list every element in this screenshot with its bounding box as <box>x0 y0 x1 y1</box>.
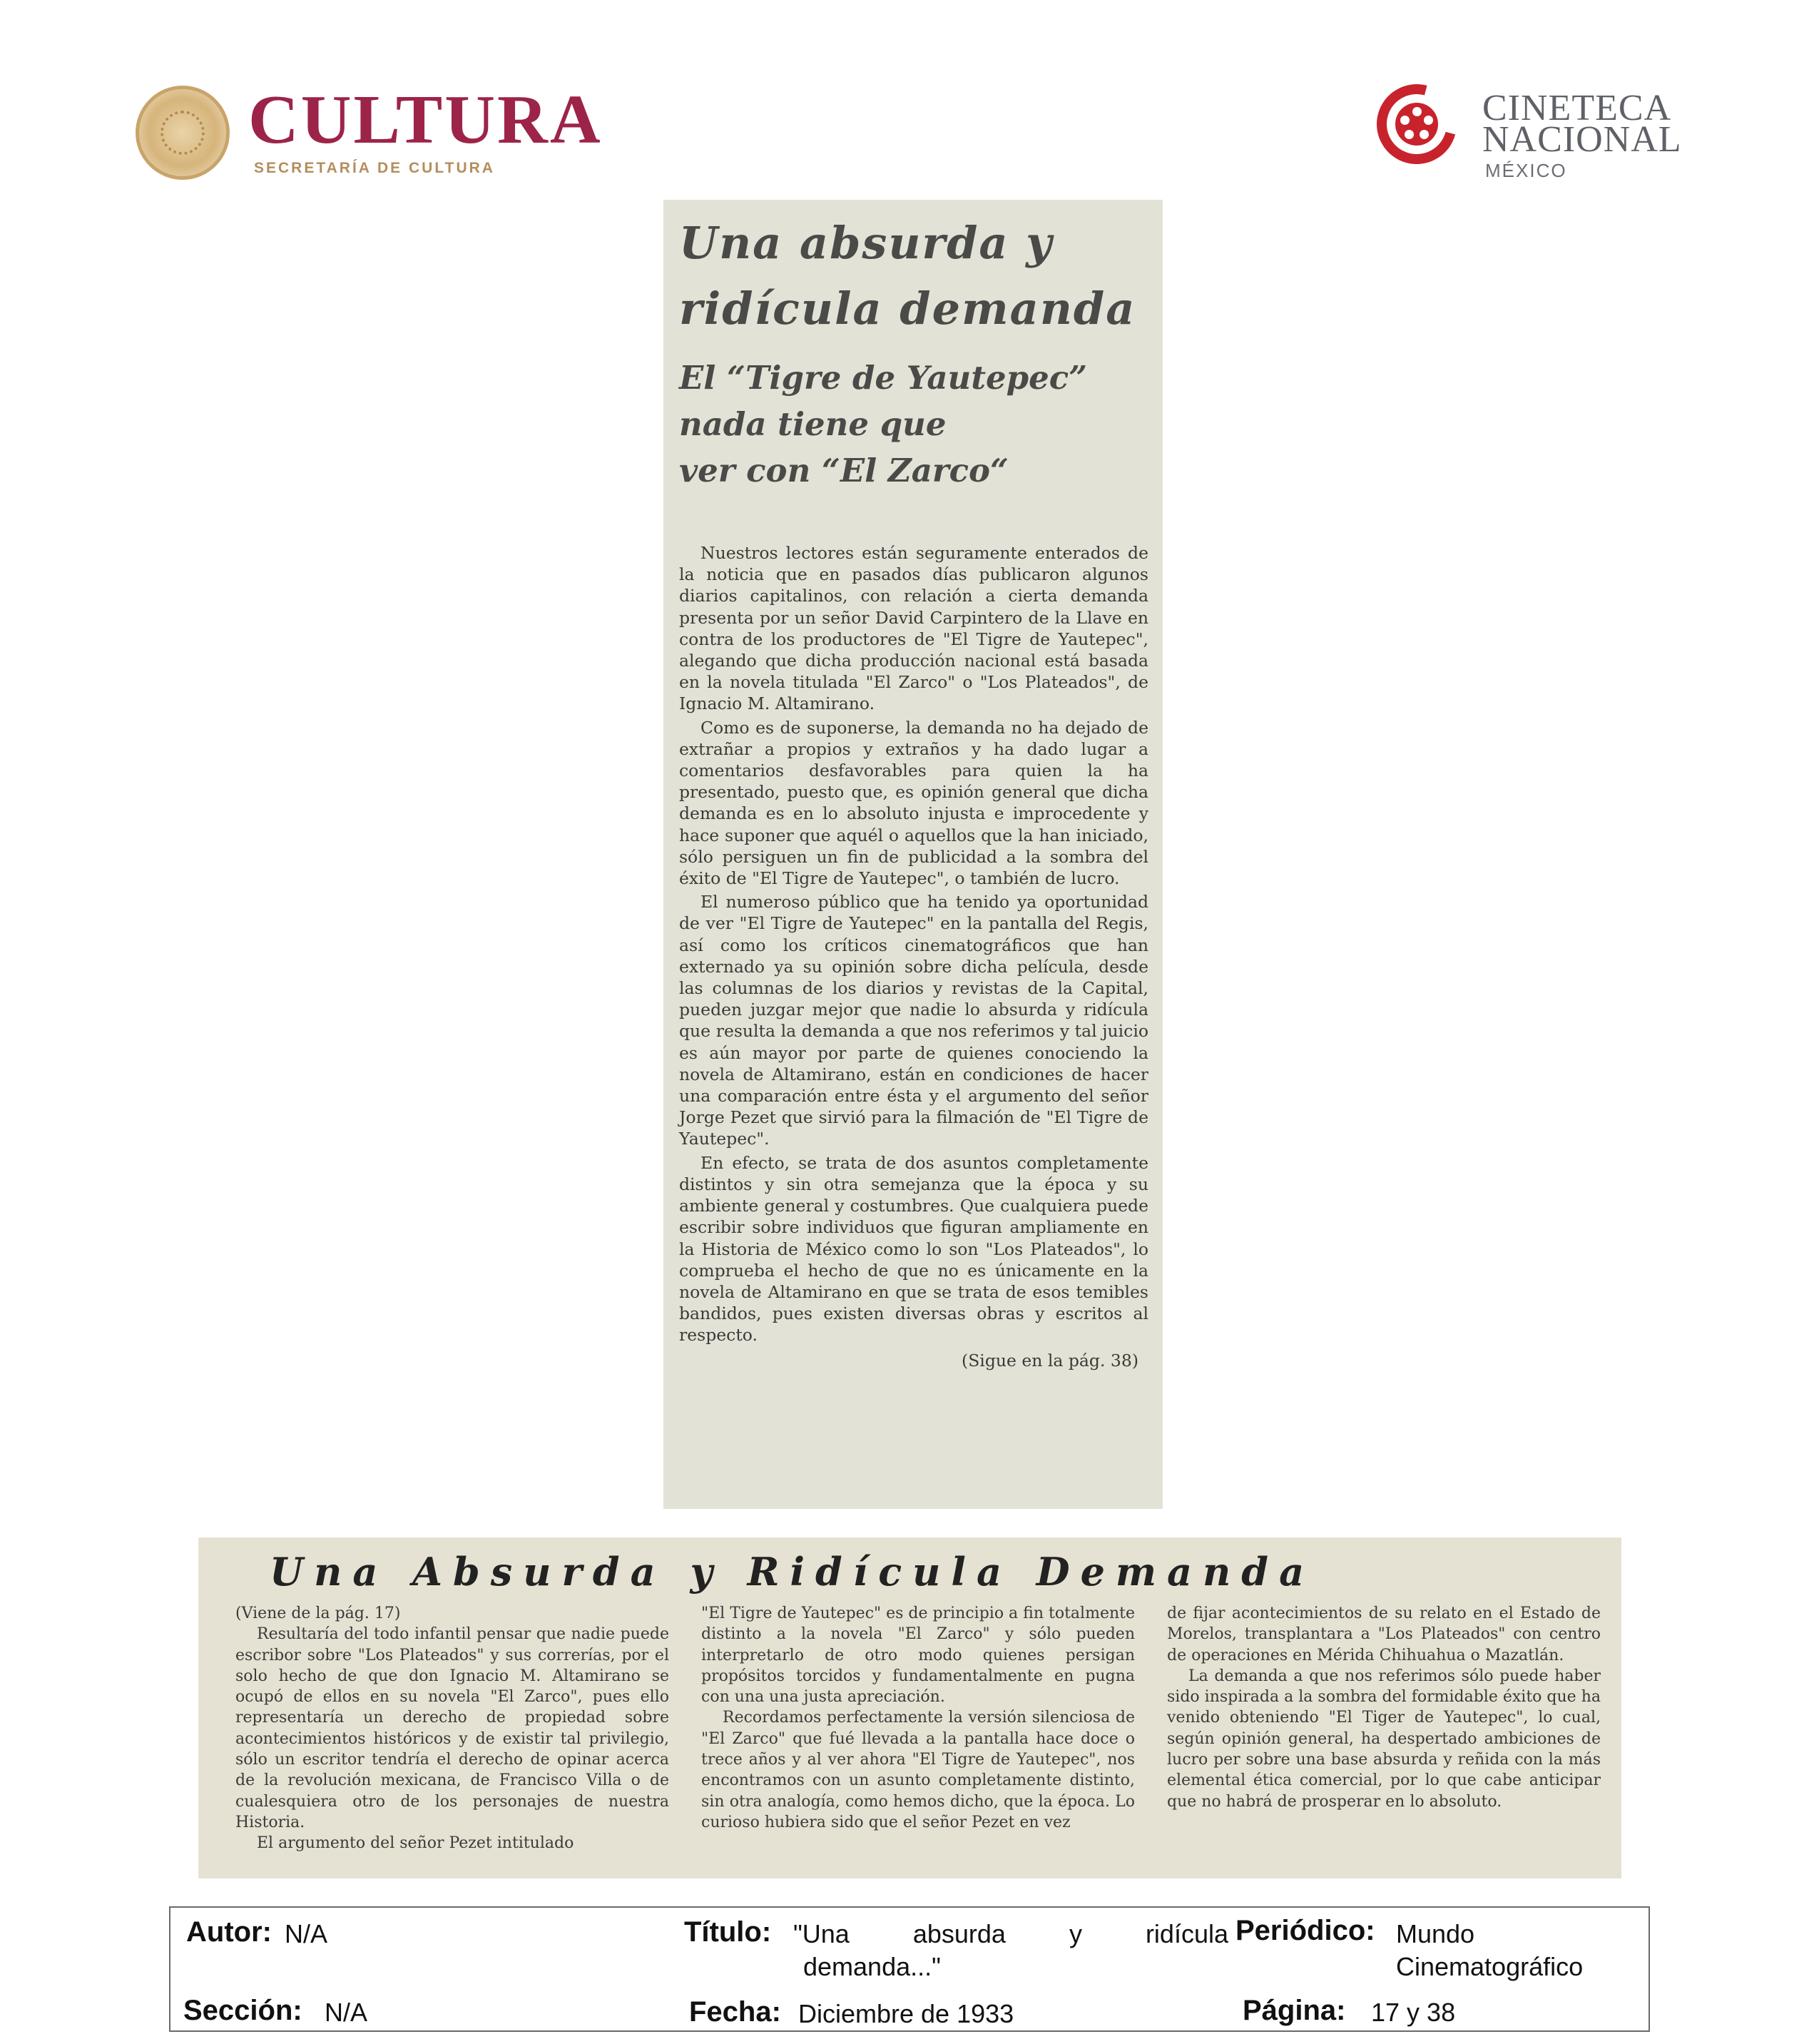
continued-note: (Sigue en la pág. 38) <box>962 1350 1138 1371</box>
article-paragraph: de fijar acontecimientos de su relato en el Estado de Morelos, transplantara a "Los Plateados" con centro de operaciones en Mérida Chihuahua o Mazatlán. <box>1167 1605 1601 1664</box>
article-paragraph: Como es de suponerse, la demanda no ha dejado de extrañar a propios y extraños y ha dado lugar a comentarios desfavorables para quien la ha presentado, puesto que, es opinión general que dicha demanda es en lo absoluto injusta e improcedente y hace suponer que aquél o aquellos que la han iniciado, sólo persiguen un fin de publicidad a la sombra del éxito de "El Tigre de Yautepec", o también de lucro. <box>679 717 1148 889</box>
cultura-subtitle: SECRETARÍA DE CULTURA <box>254 160 495 176</box>
cineteca-wordmark: CINETECA <box>1482 88 1672 128</box>
subheadline-line: nada tiene que <box>679 405 947 443</box>
periodico-value <box>1396 1918 1610 1983</box>
article-paragraph: El numeroso público que ha tenido ya oportunidad de ver "El Tigre de Yautepec" en la pantalla del Regis, así como los críticos cinematográficos que han externado ya su opinión sobre dicha película, desde las columnas de los diarios y revistas de la Capital, pueden juzgar mejor que nadie lo absurda y ridícula que resulta la demanda a que nos referimos y tal juicio es aún mayor por parte de quienes conociendo la novela de Altamirano, están en condiciones de hacer una comparación entre ésta y el argumento del señor Jorge Pezet que sirvió para la filmación de "El Tigre de Yautepec". <box>679 892 1148 1149</box>
article-clipping-page-17 <box>663 200 1163 1509</box>
headline-line: Una absurda y <box>679 217 1054 269</box>
film-reel-hub-icon <box>1395 103 1438 146</box>
article-paragraph: Nuestros lectores están seguramente enterados de la noticia que en pasados días publicaron algunos diarios capitalinos, con relación a cierta demanda presenta por un señor David Carpintero de la Llave en contra de los productores de "El Tigre de Yautepec", alegando que dicha producción nacional está basada en la novela titulada "El Zarco" o "Los Plateados", de Ignacio M. Altamirano. <box>679 543 1148 714</box>
cineteca-logo <box>1377 84 1698 184</box>
fecha-value: Diciembre de 1933 <box>798 1999 1014 2028</box>
subheadline-line: El “Tigre de Yautepec” <box>679 359 1088 397</box>
article-paragraph: "El Tigre de Yautepec" es de principio a fin totalmente distinto a la novela "El Zarco" y sólo pueden interpretarlo de otro modo quienes persigan propósitos torcidos y fundamentalmente en pugna con una una justa apreciación. <box>701 1605 1135 1707</box>
article-subheadline <box>679 355 1148 494</box>
periodico-line-2: Cinematográfico <box>1396 1952 1584 1981</box>
metadata-table <box>169 1906 1650 2032</box>
periodico-label: Periódico: <box>1235 1915 1375 1946</box>
article-headline <box>679 210 1148 342</box>
article-column-3 <box>1167 1603 1601 1854</box>
titulo-line-2: demanda..." <box>803 1952 941 1981</box>
headline-line: ridícula demanda <box>679 283 1136 335</box>
article-paragraph: El argumento del señor Pezet intitulado <box>257 1834 574 1853</box>
article-columns <box>235 1603 1611 1854</box>
article-column-2 <box>701 1603 1135 1854</box>
subheadline-line: ver con “El Zarco“ <box>679 452 1009 489</box>
titulo-label: Título: <box>684 1916 772 1948</box>
continued-from-note: (Viene de la pág. 17) <box>235 1605 401 1622</box>
titulo-word: y <box>1069 1919 1082 1948</box>
titulo-word: "Una <box>793 1919 850 1948</box>
article-paragraph: En efecto, se trata de dos asuntos completamente distintos y sin otra semejanza que la época y su ambiente general y costumbres. Que cualquiera puede escribir sobre individuos que figuran ampliamente en la Historia de México como lo son "Los Plateados", lo comprueba el hecho de que no es únicamente en la novela de Altamirano en que se trata de esos temibles bandidos, pues existen diversas obras y escritos al respecto. <box>679 1152 1148 1346</box>
article-paragraph: Recordamos perfectamente la versión silenciosa de "El Zarco" que fué llevada a la pantalla hace doce o trece años y al ver ahora "El Tigre de Yautepec", nos encontramos con un asunto completamente distinto, sin otra analogía, como hemos dicho, que la época. Lo curioso hubiera sido que el señor Pezet en vez <box>701 1709 1135 1831</box>
article-paragraph: La demanda a que nos referimos sólo puede haber sido inspirada a la sombra del formidable éxito que ha venido obteniendo "El Tiger de Yautepec", lo cual, según opinión general, ha despertado ambiciones de lucro per sobre una base absurda y reñida con la más elemental ética comercial, por lo que cabe anticipar que no habrá de prosperar en lo absoluto. <box>1167 1667 1601 1811</box>
titulo-word: absurda <box>912 1919 1006 1948</box>
fecha-label: Fecha: <box>689 1996 781 2028</box>
article-column-1 <box>235 1603 669 1854</box>
pagina-value: 17 y 38 <box>1371 1998 1456 2027</box>
titulo-word: ridícula <box>1145 1919 1228 1948</box>
titulo-value <box>793 1918 1228 1983</box>
periodico-line-1: Mundo <box>1396 1919 1475 1948</box>
article-body <box>679 542 1148 1371</box>
continuation-headline: Una Absurda y Ridícula Demanda <box>270 1549 1315 1595</box>
mexico-label: MÉXICO <box>1485 160 1567 181</box>
article-clipping-page-38 <box>198 1537 1621 1878</box>
cultura-wordmark: CULTURA <box>248 81 603 158</box>
seccion-value: N/A <box>325 1998 368 2027</box>
autor-value: N/A <box>285 1919 328 1948</box>
cultura-logo <box>136 81 603 184</box>
nacional-wordmark: NACIONAL <box>1482 119 1682 160</box>
article-paragraph: Resultaría del todo infantil pensar que nadie puede escribor sobre "Los Plateados" y sus correrías, por el solo hecho de que don Ignacio M. Altamirano se ocupó de ellos en su novela "El Zarco", pues ello representaría un derecho de propiedad sobre acontecimientos históricos y de existir tal privilegio, sólo un escritor tendría el derecho de opinar acerca de la revolución mexicana, de Francisco Villa o de cualesquiera otro de los personajes de nuestra Historia. <box>235 1625 669 1831</box>
mexico-seal-icon <box>136 86 230 180</box>
seccion-label: Sección: <box>183 1995 302 2026</box>
autor-label: Autor: <box>186 1916 272 1948</box>
pagina-label: Página: <box>1243 1995 1346 2026</box>
